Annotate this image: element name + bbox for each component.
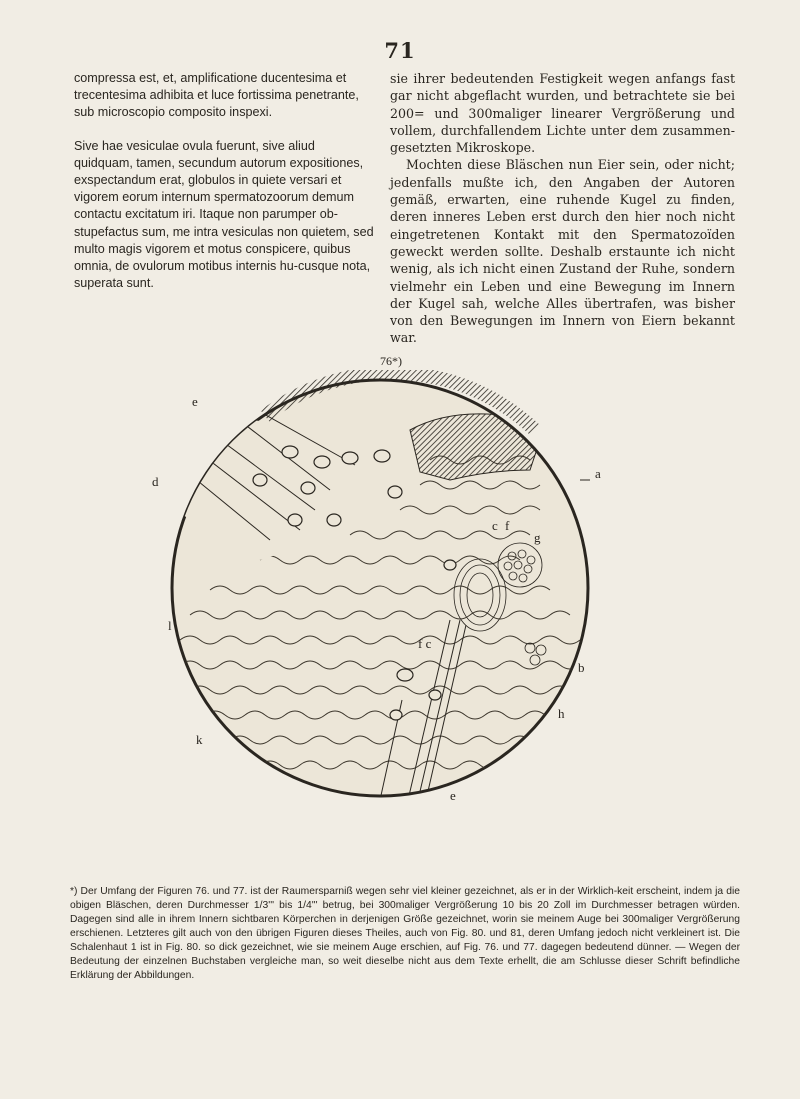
latin-column: [74, 70, 374, 308]
letter-a: a: [595, 466, 601, 481]
german-paragraph-1: sie ihrer bedeutenden Festigkeit wegen anfangs fast gar nicht abgeflacht wurden, und betrachtete sie bei 200= und 300maliger linearer Vergrößerung und vollem, durchfallendem Lichte unter dem zusammen-gesetzten Mikroskope.: [390, 71, 735, 156]
letter-e: e: [192, 394, 198, 409]
latin-paragraph-1: compressa est, et, amplificatione ducentesima et trecentesima adhibita et luce fortissima penetrante, sub microscopio composito inspexi.: [74, 71, 359, 120]
letter-g: g: [534, 530, 541, 545]
page-number: 71: [384, 38, 416, 63]
figure-76: [150, 370, 610, 805]
figure-label: 76*): [380, 354, 402, 368]
letter-f-c: f c: [418, 636, 432, 651]
figure-76-drawing: [150, 370, 610, 805]
letter-f: f: [505, 518, 510, 533]
letter-bottom-e: e: [450, 788, 456, 803]
letter-d: d: [152, 474, 159, 489]
footnote: *) Der Umfang der Figuren 76. und 77. ist der Raumersparniß wegen sehr viel kleiner gezeichnet, als er in der Wirklich-keit erscheint, indem ja die obigen Bläschen, deren Durchmesser 1/3''' bis 1/4''' betrug, bei 300maliger Vergrößerung 10 bis 20 Zoll im Durchmesser betragen würden. Dagegen sind alle in ihrem Innern sichtbaren Körperchen in derjenigen Größe gezeichnet, worin sie meinem Auge bei 300maliger Vergrößerung erschienen. Letzteres gilt auch von den übrigen Figuren dieses Theiles, auch von Fig. 80. und 81, deren Umfang jedoch nicht verkleinert ist. Die Schalenhaut 1 ist in Fig. 80. so dick gezeichnet, wie sie meinem Auge erschien, auf Fig. 76. und 77. dagegen bedeutend dünner. — Wegen der Bedeutung der einzelnen Buchstaben vergleiche man, so weit dieselbe nicht aus dem Texte erhellt, die am Schlusse dieser Schrift befindliche Erklärung der Abbildungen.: [70, 886, 740, 981]
letter-c: c: [492, 518, 498, 533]
letter-k: k: [196, 732, 203, 747]
letter-b: b: [578, 660, 585, 675]
german-column: [390, 70, 735, 347]
german-paragraph-2: Mochten diese Bläschen nun Eier sein, oder nicht; jedenfalls mußte ich, den Angaben der Autoren gemäß, erwarten, eine ruhende Kugel zu finden, deren inneres Leben erst durch den hier noch nicht eingetretenen Kontakt mit den Spermatozoïden geweckt werden sollte. Deshalb erstaunte ich nicht wenig, als ich nicht einen Zustand der Ruhe, sondern vielmehr ein Leben und eine Bewegung im Innern der Kugel sah, welche Alles übertrafen, was bisher von den Bewegungen im Innern von Eiern bekannt war.: [390, 157, 735, 346]
letter-h: h: [558, 706, 565, 721]
latin-paragraph-2: Sive hae vesiculae ovula fuerunt, sive aliud quidquam, tamen, secundum autorum expositiones, exspectandum erat, globulos in quiete versari et vigorem eorum internum spermatozoorum demum contactu excitatum iri. Itaque non parumper ob-stupefactus sum, me intra vesiculas non quietem, sed multo magis vigorem et motus conspicere, quibus omnia, de ovulorum motibus internis hu-cusque nota, superata sunt.: [74, 138, 374, 291]
letter-l: l: [168, 618, 172, 633]
